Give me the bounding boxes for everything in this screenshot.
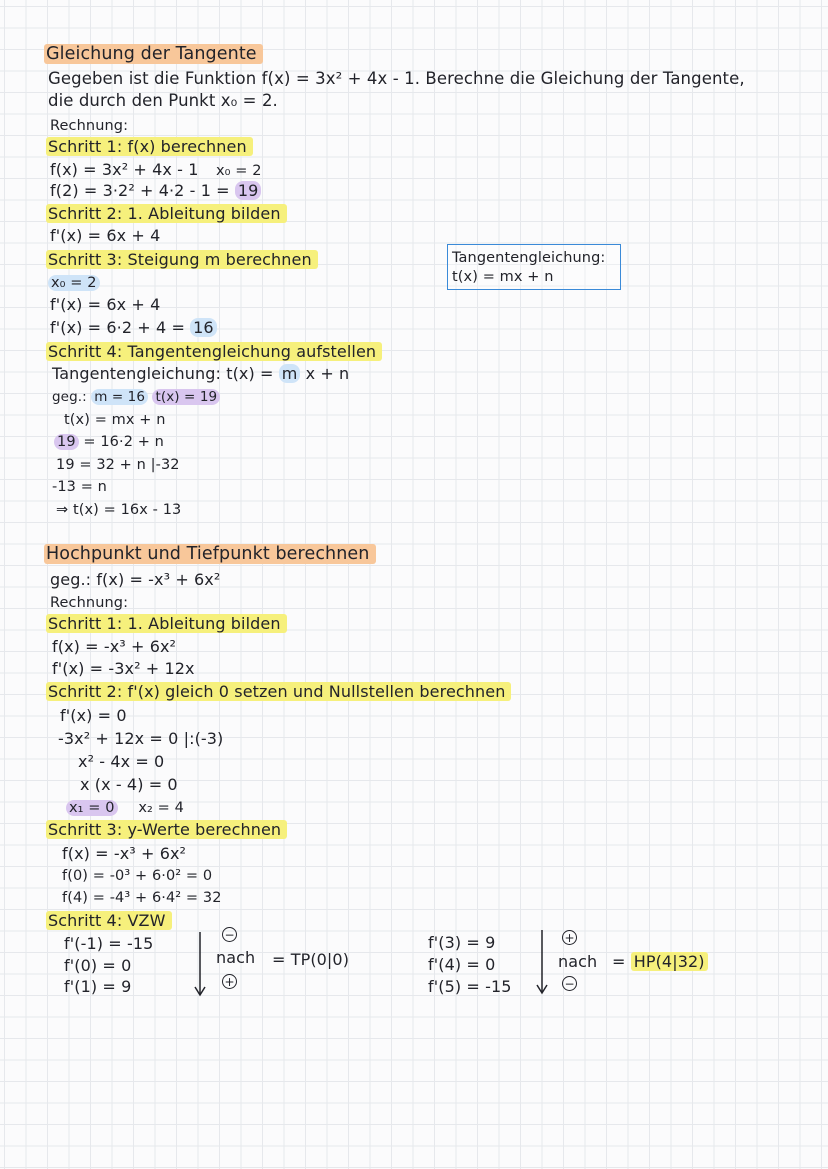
intro-line-2: die durch den Punkt x₀ = 2. (48, 91, 278, 110)
minus-circle-icon: − (562, 976, 577, 991)
down-arrow-icon (532, 928, 552, 996)
step4-heading: Schritt 4: Tangentengleichung aufstellen (46, 342, 382, 362)
s2-line1: f'(x) = 6x + 4 (50, 226, 161, 245)
s4-line2: 19 = 16·2 + n (54, 432, 164, 452)
s4-result: ⇒ t(x) = 16x - 13 (56, 502, 182, 518)
ex-s3-line1: f(x) = -x³ + 6x² (62, 844, 187, 863)
vzw2-result: = HP(4|32) (612, 952, 708, 972)
ex-s1-line2: f'(x) = -3x² + 12x (52, 659, 195, 678)
tangent-formula-box (447, 244, 621, 290)
vzw1-result: = TP(0|0) (272, 950, 350, 969)
vzw1-line-a: f'(-1) = -15 (64, 934, 154, 953)
ex-s2-line3: x² - 4x = 0 (78, 752, 165, 771)
extrema-given: geg.: f(x) = -x³ + 6x² (50, 570, 221, 589)
box-label: Tangentengleichung: (452, 250, 606, 266)
ex-s3-line2: f(0) = -0³ + 6·0² = 0 (62, 868, 213, 884)
ex-step4-heading: Schritt 4: VZW (46, 911, 172, 931)
rechnung-label-2: Rechnung: (50, 595, 129, 611)
ex-s2-line2: -3x² + 12x = 0 |:(-3) (58, 729, 224, 748)
vzw2-line-c: f'(5) = -15 (428, 977, 512, 996)
vzw2-nach: nach (558, 952, 598, 971)
down-arrow-icon (190, 930, 210, 998)
s4-line4: -13 = n (52, 479, 107, 495)
ex-step2-heading: Schritt 2: f'(x) gleich 0 setzen und Nullstellen berechnen (46, 682, 511, 702)
step3-heading: Schritt 3: Steigung m berechnen (46, 250, 318, 270)
s4-equation: Tangentengleichung: t(x) = m x + n (52, 364, 350, 383)
intro-line-1: Gegeben ist die Funktion f(x) = 3x² + 4x - 1. Berechne die Gleichung der Tangente, (48, 69, 745, 88)
ex-step1-heading: Schritt 1: 1. Ableitung bilden (46, 614, 287, 634)
s1-line1: f(x) = 3x² + 4x - 1 (50, 160, 199, 179)
plus-circle-icon: + (222, 974, 237, 989)
s4-line3: 19 = 32 + n |-32 (56, 457, 180, 473)
s4-line1: t(x) = mx + n (64, 412, 166, 428)
vzw1-line-b: f'(0) = 0 (64, 956, 132, 975)
ex-s2-line1: f'(x) = 0 (60, 706, 127, 725)
ex-s2-roots: x₁ = 0 x₂ = 4 (66, 798, 184, 818)
s3-x0: x₀ = 2 (48, 273, 100, 293)
rechnung-label-1: Rechnung: (50, 118, 129, 134)
s3-line1: f'(x) = 6x + 4 (50, 295, 161, 314)
s1-x0: x₀ = 2 (216, 163, 262, 179)
vzw1-nach: nach (216, 948, 256, 967)
section-title-extrema: Hochpunkt und Tiefpunkt berechnen (44, 544, 376, 564)
plus-circle-icon: + (562, 930, 577, 945)
section-title-tangent: Gleichung der Tangente (44, 44, 263, 64)
step2-heading: Schritt 2: 1. Ableitung bilden (46, 204, 287, 224)
ex-s2-line4: x (x - 4) = 0 (80, 775, 178, 794)
ex-s1-line1: f(x) = -x³ + 6x² (52, 637, 177, 656)
vzw2-line-a: f'(3) = 9 (428, 933, 496, 952)
s1-line2: f(2) = 3·2² + 4·2 - 1 = 19 (50, 181, 261, 201)
s3-line2: f'(x) = 6·2 + 4 = 16 (50, 318, 217, 338)
vzw1-line-c: f'(1) = 9 (64, 977, 132, 996)
step1-heading: Schritt 1: f(x) berechnen (46, 137, 253, 157)
s4-given: geg.: m = 16 t(x) = 19 (52, 387, 220, 407)
ex-step3-heading: Schritt 3: y-Werte berechnen (46, 820, 287, 840)
box-equation: t(x) = mx + n (452, 269, 554, 285)
minus-circle-icon: − (222, 927, 237, 942)
ex-s3-line3: f(4) = -4³ + 6·4² = 32 (62, 890, 222, 906)
vzw2-line-b: f'(4) = 0 (428, 955, 496, 974)
